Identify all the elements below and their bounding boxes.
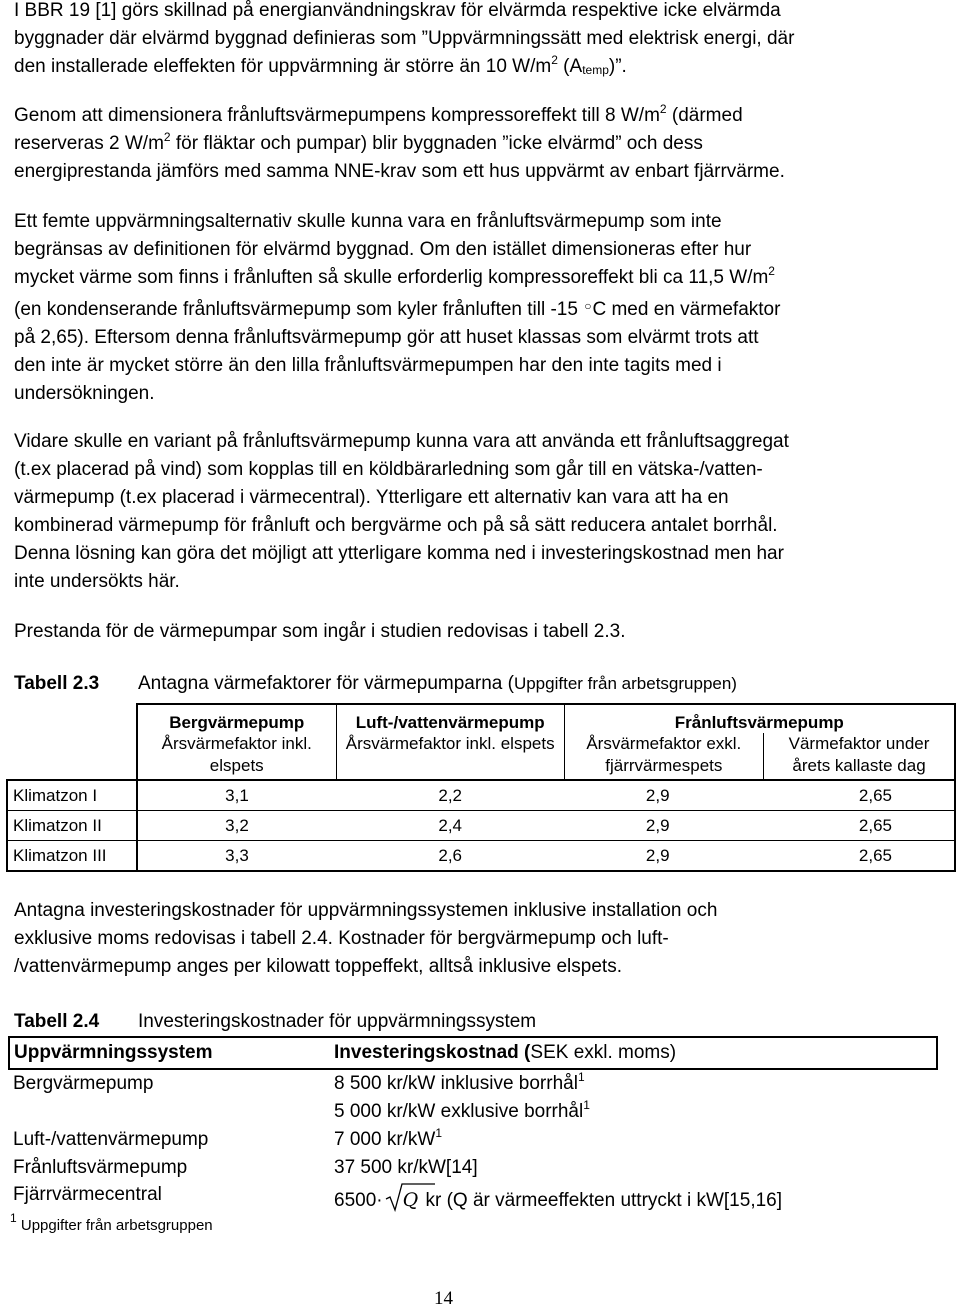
text-line: kombinerad värmepump för frånluft och bergvärme och på så sätt reducera antalet borrhål. <box>14 515 778 536</box>
table-cell: 2,65 <box>764 780 955 811</box>
paragraph-bbr <box>14 0 794 81</box>
text-line: den inte är mycket större än den lilla frånluftsvärmepumpen har den inte tagits med i <box>14 355 722 376</box>
cost-cell <box>330 1069 937 1098</box>
table-cell: 2,6 <box>336 841 564 872</box>
superscript: 2 <box>659 102 667 116</box>
paragraph-dimensioning <box>14 102 785 186</box>
square-root <box>385 1186 419 1215</box>
caption-source: Uppgifter från arbetsgruppen) <box>513 674 737 693</box>
table-cell: 2,9 <box>564 841 763 872</box>
superscript: 2 <box>551 53 558 67</box>
column-subheader: Värmefaktor under årets kallaste dag <box>764 733 955 780</box>
cost-text: 37 500 kr/kW[14] <box>334 1157 478 1178</box>
cost-cell <box>330 1154 937 1182</box>
text-line: Prestanda för de värmepumpar som ingår i studien redovisas i tabell 2.3. <box>14 621 626 642</box>
cost-text: 6500· <box>334 1190 383 1211</box>
table-number: Tabell 2.4 <box>14 1011 100 1032</box>
footnote <box>10 1211 213 1234</box>
table-row <box>9 1069 937 1098</box>
text-line: C med en värmefaktor <box>592 299 781 320</box>
table-cell: 3,3 <box>137 841 337 872</box>
text-line: (t.ex placerad på vind) som kopplas till en köldbärarledning som går till en vätska-/vatten- <box>14 459 763 480</box>
superscript: 2 <box>768 264 775 278</box>
cost-text: 5 000 kr/kW exklusive borrhål <box>334 1101 584 1122</box>
paragraph-investment-costs <box>14 897 717 981</box>
table-cell: 2,65 <box>764 811 955 841</box>
footnote-mark: 1 <box>10 1211 17 1225</box>
text-line: för fläktar och pumpar) blir byggnaden ”icke elvärmd” och dess <box>170 133 703 154</box>
text-line: värmepump (t.ex placerad i värmecentral). Ytterligare ett alternativ kan vara att ha en <box>14 487 729 508</box>
table-cell: 2,2 <box>336 780 564 811</box>
text-line: mycket värme som finns i frånluften så skulle erforderlig kompressoreffekt bli ca 11,5 W/m <box>14 267 769 288</box>
text-line: undersökningen. <box>14 383 155 404</box>
table-title <box>138 671 737 697</box>
table-row <box>9 1182 937 1215</box>
column-subheader: Årsvärmefaktor exkl. fjärrvärmespets <box>564 733 763 780</box>
empty-cell <box>7 704 137 733</box>
text-line: Ett femte uppvärmningsalternativ skulle kunna vara en frånluftsvärmepump som inte <box>14 211 722 232</box>
text-line: Antagna investeringskostnader för uppvärmningssystemen inklusive installation och <box>14 900 718 921</box>
text-line: inte undersökts här. <box>14 571 180 592</box>
footnote-text: Uppgifter från arbetsgruppen <box>16 1217 213 1234</box>
row-label: Klimatzon II <box>7 811 137 841</box>
table-cell: 3,2 <box>137 811 337 841</box>
column-header <box>330 1037 937 1069</box>
text-line: på 2,65). Eftersom denna frånluftsvärmepump gör att huset klassas som elvärmt trots att <box>14 327 759 348</box>
paragraph-variant <box>14 428 789 596</box>
table-cell: 2,9 <box>564 811 763 841</box>
system-cell <box>9 1098 330 1126</box>
table-cell: 2,9 <box>564 780 763 811</box>
row-label: Klimatzon III <box>7 841 137 872</box>
table-row <box>9 1098 937 1126</box>
row-label: Klimatzon I <box>7 780 137 811</box>
table-investment-costs <box>8 1036 938 1215</box>
column-subheader: Årsvärmefaktor inkl. elspets <box>137 733 337 780</box>
text-line: (därmed <box>666 105 743 126</box>
footnote-ref: 1 <box>577 1070 585 1084</box>
header-bold: Investeringskostnad ( <box>334 1042 531 1063</box>
text-line: energiprestanda jämförs med samma NNE-krav som ett hus uppvärmt av enbart fjärrvärme. <box>14 161 785 182</box>
cost-cell <box>330 1126 937 1154</box>
system-cell: Fjärrvärmecentral <box>13 1184 162 1205</box>
text-line: I BBR 19 [1] görs skillnad på energianvändningskrav för elvärmda respektive icke elvärmda <box>14 0 781 21</box>
system-cell: Bergvärmepump <box>13 1073 154 1094</box>
table-title: Investeringskostnader för uppvärmningssystem <box>138 1011 537 1032</box>
subscript: temp <box>582 63 609 77</box>
table-heat-factors <box>6 703 956 872</box>
table-caption-2-3 <box>14 671 737 697</box>
text-line: exklusive moms redovisas i tabell 2.4. Kostnader för bergvärmepump och luft- <box>14 928 669 949</box>
empty-cell <box>7 733 137 780</box>
table-caption-2-4 <box>14 1009 536 1035</box>
column-header: Luft-/vattenvärmepump <box>336 704 564 733</box>
table-cell: 2,4 <box>336 811 564 841</box>
paragraph-performance <box>14 618 625 646</box>
table-cell: 3,1 <box>137 780 337 811</box>
footnote-ref: 1 <box>583 1098 590 1112</box>
column-subheader: Årsvärmefaktor inkl. elspets <box>336 733 564 780</box>
text-line: /vattenvärmepump anges per kilowatt toppeffekt, alltså inklusive elspets. <box>14 956 622 977</box>
paragraph-fifth-alternative <box>14 208 780 408</box>
square-root-icon <box>385 1182 435 1212</box>
table-number: Tabell 2.3 <box>14 673 100 694</box>
table-row <box>9 1154 937 1182</box>
system-cell: Luft-/vattenvärmepump <box>13 1129 209 1150</box>
column-header: Uppvärmningssystem <box>9 1037 330 1069</box>
cost-cell <box>330 1098 937 1126</box>
variable-q: Q <box>402 1189 419 1211</box>
text-line: Vidare skulle en variant på frånluftsvärmepump kunna vara att använda ett frånluftsaggregat <box>14 431 789 452</box>
cost-text: 7 000 kr/kW <box>334 1129 436 1150</box>
text-line: Genom att dimensionera frånluftsvärmepumpens kompressoreffekt till 8 W/m <box>14 105 660 126</box>
text-line: reserveras 2 W/m <box>14 133 164 154</box>
text-line: )”. <box>608 56 627 77</box>
caption-text: Antagna värmefaktorer för värmepumparna ( <box>138 673 514 694</box>
cost-text: 8 500 kr/kW inklusive borrhål <box>334 1073 578 1094</box>
text-line: byggnader där elvärmd byggnad definieras som ”Uppvärmningssätt med elektrisk energi, där <box>14 28 795 49</box>
text-line: (A <box>557 56 583 77</box>
table-cell: 2,65 <box>764 841 955 872</box>
degree-symbol: ○ <box>584 299 592 313</box>
cost-cell <box>330 1182 937 1215</box>
system-cell: Frånluftsvärmepump <box>13 1157 188 1178</box>
superscript: 2 <box>163 130 171 144</box>
header-normal: SEK exkl. moms) <box>530 1042 677 1063</box>
text-line: den installerade eleffekten för uppvärmning är större än 10 W/m <box>14 56 552 77</box>
footnote-ref: 1 <box>435 1126 443 1140</box>
column-header: Frånluftsvärmepump <box>564 704 955 733</box>
text-line: Denna lösning kan göra det möjligt att ytterligare komma ned i investeringskostnad men har <box>14 543 784 564</box>
cost-text: kr (Q är värmeeffekten uttryckt i kW[15,16] <box>420 1190 783 1211</box>
page-number: 14 <box>434 1288 453 1309</box>
table-row <box>9 1126 937 1154</box>
text-line: (en kondenserande frånluftsvärmepump som kyler frånluften till -15 <box>14 299 584 320</box>
column-header: Bergvärmepump <box>137 704 337 733</box>
text-line: begränsas av definitionen för elvärmd byggnad. Om den istället dimensioneras efter hur <box>14 239 752 260</box>
